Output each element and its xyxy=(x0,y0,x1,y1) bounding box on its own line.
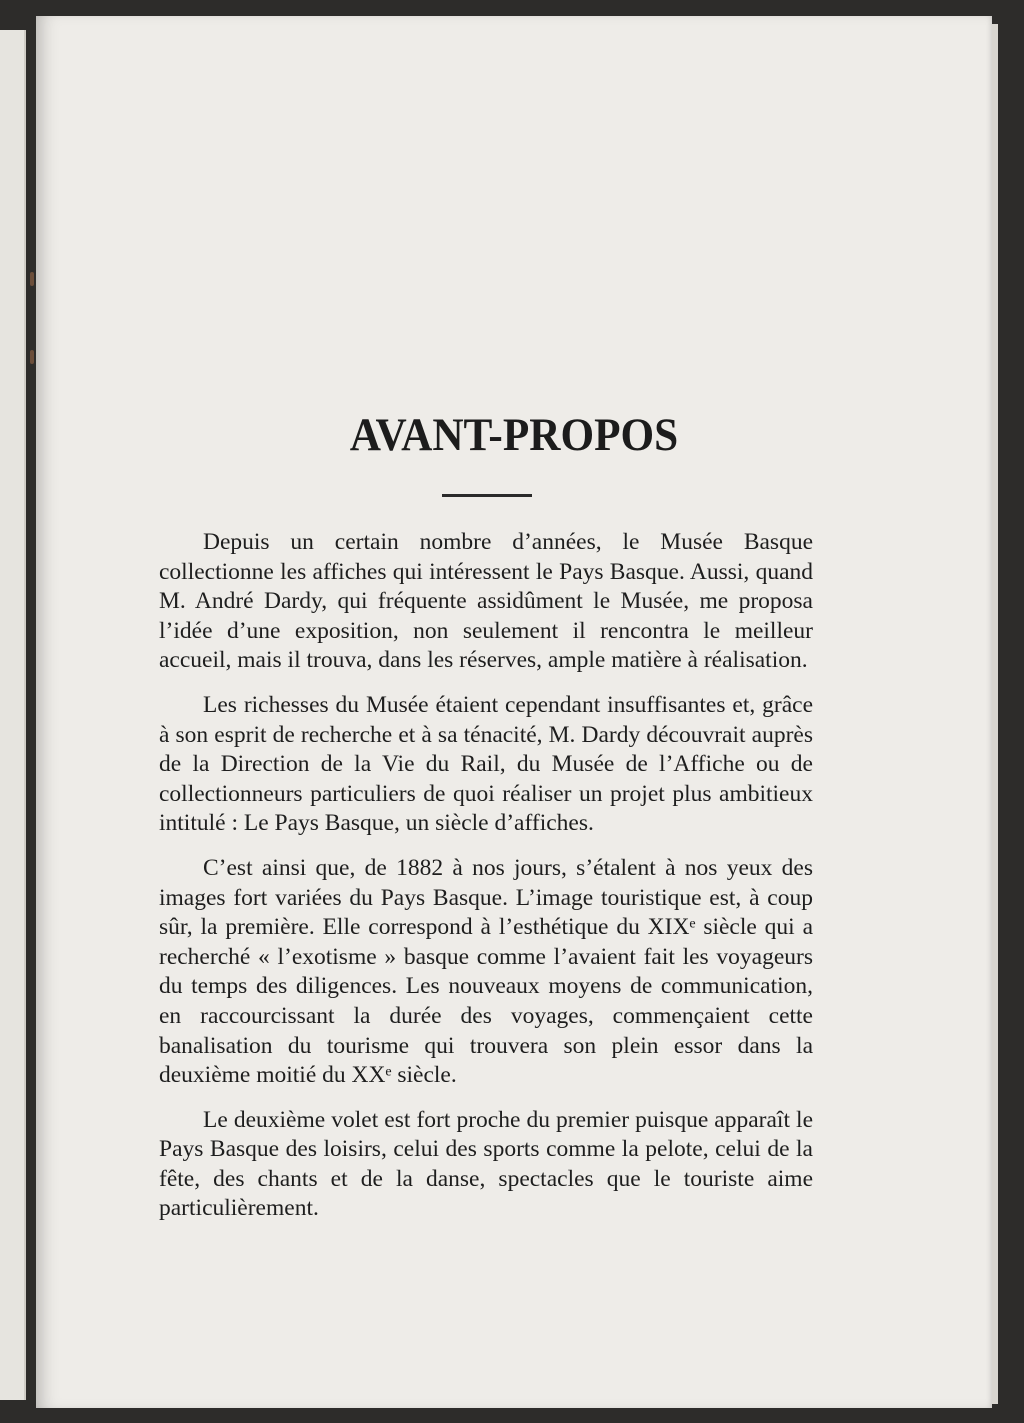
page-stack-edge xyxy=(992,24,998,1404)
facing-page-edge xyxy=(0,30,26,1400)
paragraph: Les richesses du Musée étaient cependant insuffisantes et, grâce à son esprit de recherche et à sa ténacité, M. Dardy découvrait auprès de la Direction de la Vie du Rail, du Musée de l’Affiche ou de collectionneurs particuliers de quoi réaliser un projet plus ambitieux intitulé : Le Pays Basque, un siècle d’affiches. xyxy=(159,691,813,837)
title-underline xyxy=(442,494,532,497)
document-page xyxy=(36,16,992,1408)
binding-stitch xyxy=(30,272,34,286)
paragraph: Le deuxième volet est fort proche du premier puisque apparaît le Pays Basque des loisirs, celui des sports comme la pelote, celui de la fête, des chants et de la danse, spectacles que le touriste aime particulièrement. xyxy=(159,1106,813,1222)
binding-stitch xyxy=(30,350,34,364)
paragraph: Depuis un certain nombre d’années, le Musée Basque collectionne les affiches qui intéressent le Pays Basque. Aussi, quand M. André Dardy, qui fréquente assidûment le Musée, me proposa l’idée d’une exposition, non seulement il rencontra le meilleur accueil, mais il trouva, dans les réserves, ample matière à réalisation. xyxy=(159,529,813,674)
body-text xyxy=(159,528,813,1239)
paragraph: C’est ainsi que, de 1882 à nos jours, s’étalent à nos yeux des images fort variées du Pays Basque. L’image touristique est, à coup sûr, la première. Elle correspond à l’esthétique du XIXᵉ siècle qui a recherché « l’exotisme » basque comme l’avaient fait les voyageurs du temps des diligences. Les nouveaux moyens de communication, en raccourcissant la durée des voyages, commençaient cette banalisation du tourisme qui trouvera son plein essor dans la deuxième moitié du XXᵉ siècle. xyxy=(159,854,813,1089)
page-title: AVANT-PROPOS xyxy=(349,409,679,461)
